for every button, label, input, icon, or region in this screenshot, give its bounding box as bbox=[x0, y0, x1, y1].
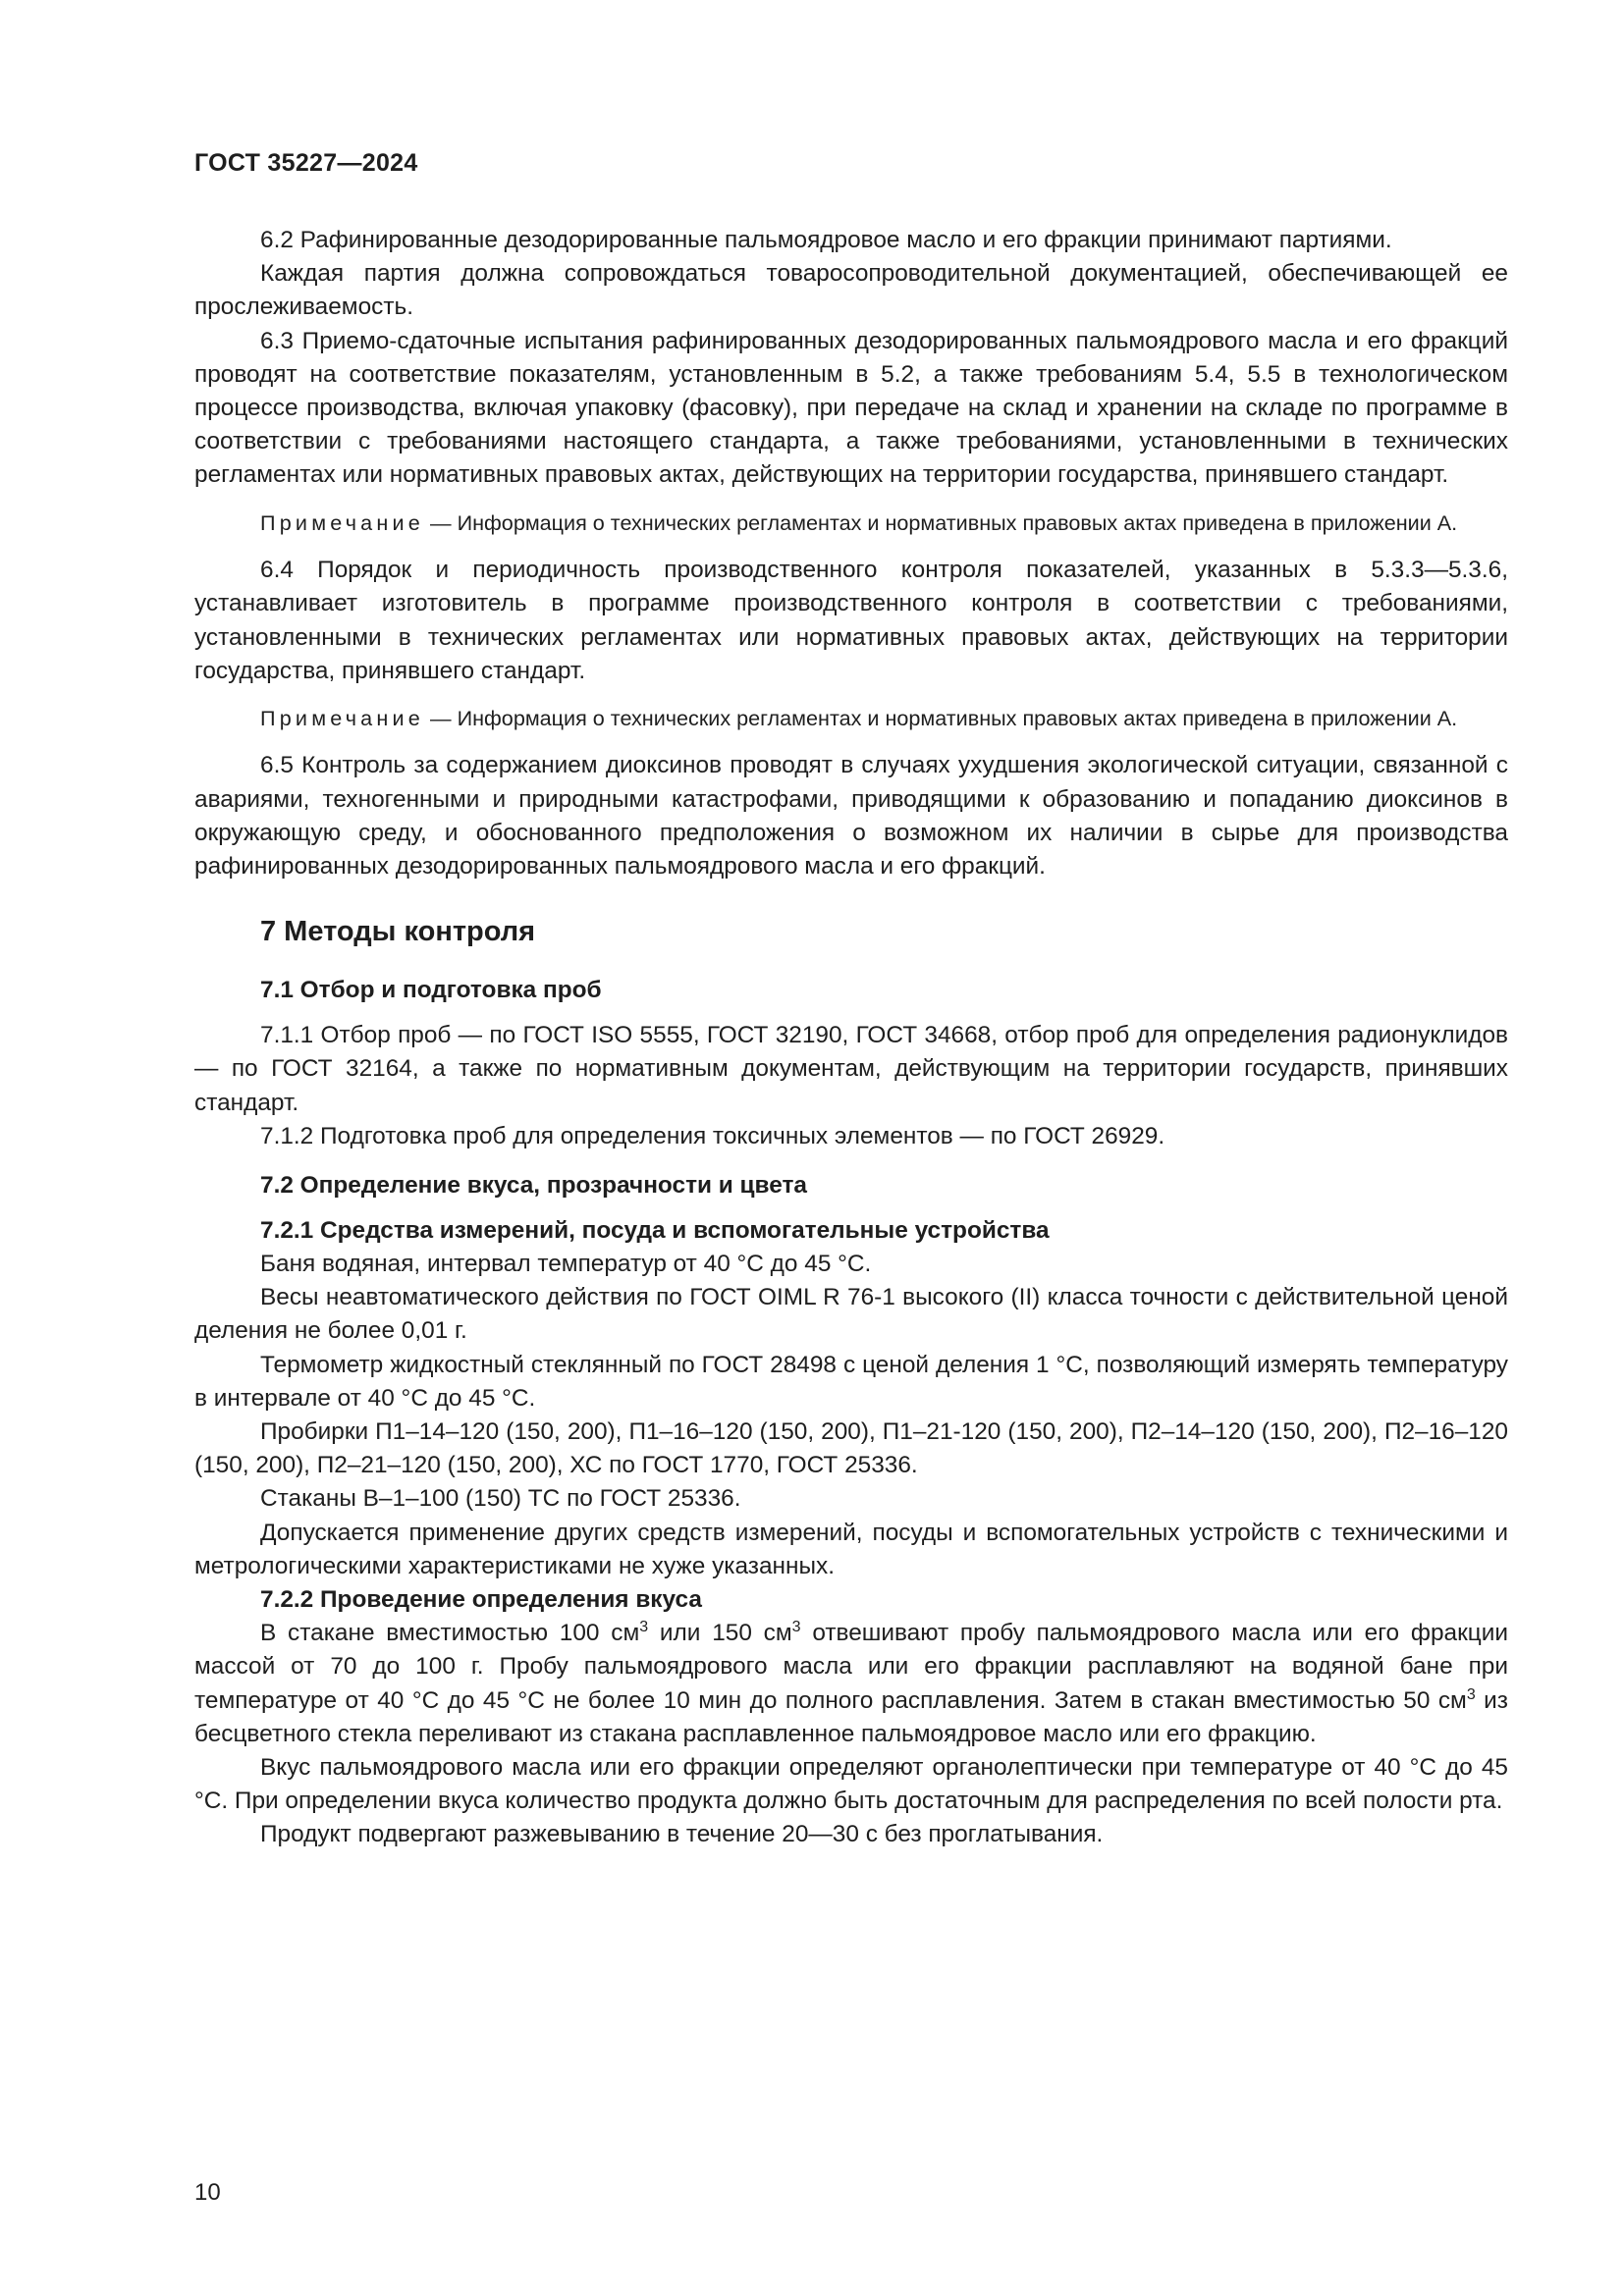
superscript-cubed-1: 3 bbox=[639, 1618, 649, 1635]
superscript-cubed-2: 3 bbox=[791, 1618, 801, 1635]
paragraph-6-4: 6.4 Порядок и периодичность производственного контроля показателей, указанных в 5.3.3—5.3.6, устанавливает изготовитель в программе производственного контроля в соответствии с требованиями, установленными в технических регламентах или нормативных правовых актах, действующих на территории государства, принявшего стандарт. bbox=[194, 557, 1508, 684]
paragraph-6-3: 6.3 Приемо-сдаточные испытания рафинированных дезодорированных пальмоядрового масла и его фракций проводят на соответствие показателям, установленным в 5.2, а также требованиям 5.4, 5.5 в технологическом процессе производства, включая упаковку (фасовку), при передаче на склад и хранении на складе по программе в соответствии с требованиями настоящего стандарта, а также требованиями, установленными в технических регламентах или нормативных правовых актах, действующих на территории государства, принявшего стандарт. bbox=[194, 327, 1508, 489]
subsection-7-2-heading: 7.2 Определение вкуса, прозрачности и цвета bbox=[260, 1172, 807, 1200]
section-7-heading: 7 Методы контроля bbox=[260, 916, 536, 948]
note-1 bbox=[194, 508, 1508, 539]
document-code-header: ГОСТ 35227—2024 bbox=[194, 149, 418, 177]
paragraph-7-2-2-taste: Вкус пальмоядрового масла или его фракции определяют органолептически при температуре от 40 °С до 45 °С. При определении вкуса количество продукта должно быть достаточным для распределения по всей полости рта. bbox=[194, 1753, 1508, 1815]
equipment-item-test-tubes: Пробирки П1–14–120 (150, 200), П1–16–120 (150, 200), П1–21-120 (150, 200), П2–14–120 (150, 200), П2–16–120 (150, 200), П2–21–120 (150, 200), ХС по ГОСТ 1770, ГОСТ 25336. bbox=[194, 1418, 1508, 1479]
paragraph-6-5: 6.5 Контроль за содержанием диоксинов проводят в случаях ухудшения экологической ситуации, связанной с авариями, техногенными и природными катастрофами, приводящими к образованию и попаданию диоксинов в окружающую среду, и обоснованного предположения о возможном их наличии в сырье для производства рафинированных дезодорированных пальмоядрового масла и его фракций. bbox=[194, 752, 1508, 881]
subsection-7-2-2-heading: 7.2.2 Проведение определения вкуса bbox=[260, 1586, 702, 1614]
page-number: 10 bbox=[194, 2179, 221, 2206]
paragraph-7-1-2: 7.1.2 Подготовка проб для определения токсичных элементов — по ГОСТ 26929. bbox=[260, 1122, 1165, 1149]
paragraph-6-2-traceability: Каждая партия должна сопровождаться товаросопроводительной документацией, обеспечивающей ее прослеживаемость. bbox=[194, 260, 1508, 321]
sample-prep-text-2: или 150 см bbox=[648, 1620, 792, 1647]
equipment-item-alternatives: Допускается применение других средств измерений, посуды и вспомогательных устройств с техническими и метрологическими характеристиками не хуже указанных. bbox=[194, 1519, 1508, 1579]
equipment-item-beakers: Стаканы В–1–100 (150) ТС по ГОСТ 25336. bbox=[260, 1485, 741, 1513]
equipment-item-scales: Весы неавтоматического действия по ГОСТ OIML R 76-1 высокого (II) класса точности с действительной ценой деления не более 0,01 г. bbox=[194, 1284, 1508, 1345]
paragraph-7-1-1: 7.1.1 Отбор проб — по ГОСТ ISO 5555, ГОСТ 32190, ГОСТ 34668, отбор проб для определения радионуклидов — по ГОСТ 32164, а также по нормативным документам, действующим на территории государств, принявших стандарт. bbox=[194, 1022, 1508, 1116]
equipment-item-thermometer: Термометр жидкостный стеклянный по ГОСТ 28498 с ценой деления 1 °С, позволяющий измерять температуру в интервале от 40 °С до 45 °С. bbox=[194, 1351, 1508, 1412]
sample-prep-text-4: из бесцветного стекла переливают из стакана расплавленное пальмоядровое масло или его фракцию. bbox=[194, 1686, 1508, 1747]
subsection-7-2-1-heading: 7.2.1 Средства измерений, посуда и вспомогательные устройства bbox=[260, 1217, 1050, 1245]
note-2-text: — Информация о технических регламентах и нормативных правовых актах приведена в приложении А. bbox=[424, 705, 1458, 730]
document-body bbox=[194, 224, 1508, 1852]
note-2 bbox=[194, 704, 1508, 734]
note-1-text: — Информация о технических регламентах и нормативных правовых актах приведена в приложении А. bbox=[424, 509, 1458, 535]
superscript-cubed-3: 3 bbox=[1466, 1685, 1476, 1703]
equipment-item-water-bath: Баня водяная, интервал температур от 40 °С до 45 °С. bbox=[260, 1251, 872, 1278]
sample-prep-text-3: отвешивают пробу пальмоядрового масла или его фракции массой от 70 до 100 г. Пробу пальмоядрового масла или его фракции расплавляют на водяной бане при температуре от 40 °С до 45 °С не более 10 мин до полного расплавления. Затем в стакан вместимостью 50 см bbox=[194, 1620, 1508, 1714]
sample-prep-text-1: В стакане вместимостью 100 см bbox=[260, 1620, 640, 1647]
note-2-label: Примечание bbox=[260, 705, 424, 730]
paragraph-7-2-2-sample-prep bbox=[194, 1617, 1508, 1751]
paragraph-7-2-2-chewing: Продукт подвергают разжевыванию в течение 20—30 с без проглатывания. bbox=[260, 1821, 1104, 1848]
paragraph-6-2: 6.2 Рафинированные дезодорированные пальмоядровое масло и его фракции принимают партиями. bbox=[260, 227, 1392, 253]
subsection-7-1-heading: 7.1 Отбор и подготовка проб bbox=[260, 977, 602, 1004]
note-1-label: Примечание bbox=[260, 509, 424, 535]
